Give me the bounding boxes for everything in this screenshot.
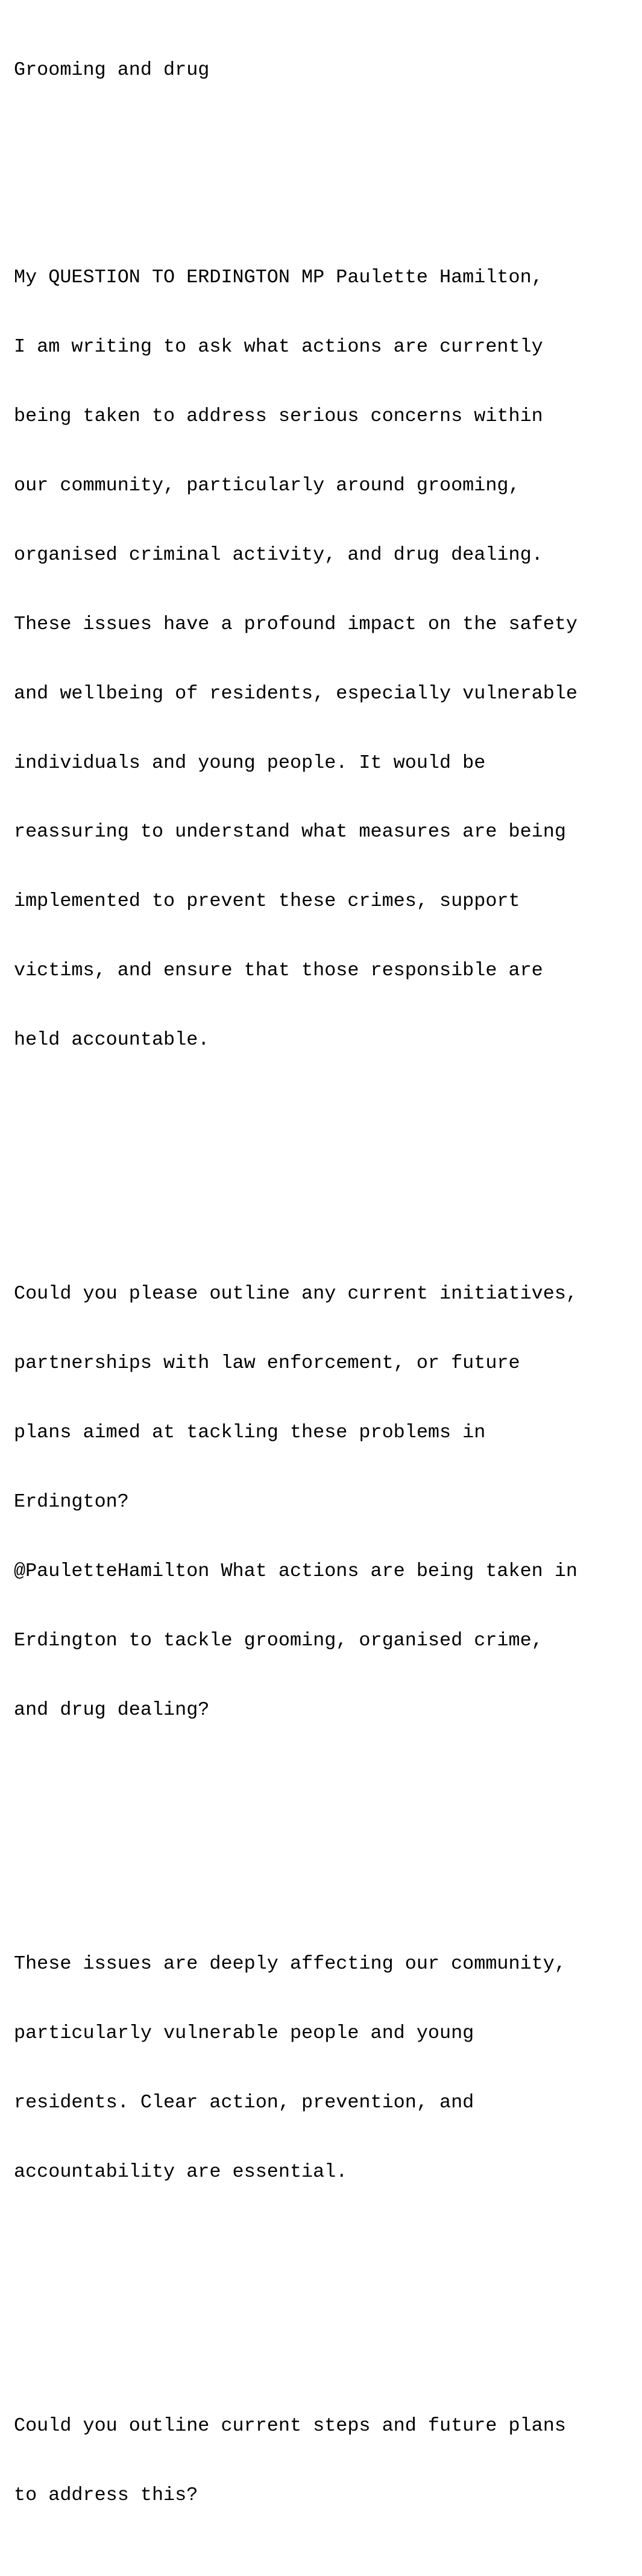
paragraph-question-intro <box>14 220 641 1098</box>
text-line: accountability are essential. <box>14 2160 348 2183</box>
text-line: Erdington? <box>14 1491 129 1513</box>
text-line: our community, particularly around grooming, <box>14 474 520 496</box>
text-line: partnerships with law enforcement, or future <box>14 1352 520 1375</box>
text-line: and wellbeing of residents, especially vulnerable <box>14 682 577 704</box>
text-line: to address this? <box>14 2484 198 2506</box>
document-title: Grooming and drug <box>14 59 210 81</box>
text-line: victims, and ensure that those responsible are <box>14 960 543 982</box>
document-body <box>14 12 641 2576</box>
text-line: I am writing to ask what actions are currently <box>14 336 543 358</box>
text-line: held accountable. <box>14 1029 210 1051</box>
text-line: Could you please outline any current initiatives, <box>14 1283 577 1305</box>
paragraph-closing-question <box>14 2368 641 2552</box>
text-line: These issues are deeply affecting our community, <box>14 1952 566 1975</box>
paragraph-gap <box>14 2276 641 2299</box>
text-line: implemented to prevent these crimes, support <box>14 890 520 913</box>
text-line: residents. Clear action, prevention, and <box>14 2091 474 2113</box>
text-line: Could you outline current steps and future plans <box>14 2414 566 2437</box>
text-line: and drug dealing? <box>14 1698 210 1721</box>
text-line: Erdington to tackle grooming, organised crime, <box>14 1629 543 1651</box>
text-line: reassuring to understand what measures are being <box>14 821 566 843</box>
text-line: @PauletteHamilton What actions are being taken in <box>14 1560 577 1582</box>
paragraph-gap <box>14 127 641 150</box>
text-line: My QUESTION TO ERDINGTON MP Paulette Hamilton, <box>14 267 543 289</box>
text-line: These issues have a profound impact on the safety <box>14 613 577 635</box>
text-line: being taken to address serious concerns within <box>14 405 543 428</box>
text-line: organised criminal activity, and drug dealing. <box>14 543 543 566</box>
paragraph-community-impact <box>14 1906 641 2229</box>
paragraph-initiatives-question <box>14 1236 641 1768</box>
paragraph-gap <box>14 1144 641 1167</box>
paragraph-gap <box>14 1814 641 1837</box>
text-line: particularly vulnerable people and young <box>14 2022 474 2044</box>
text-line: plans aimed at tackling these problems in <box>14 1422 486 1444</box>
text-line: individuals and young people. It would be <box>14 752 486 774</box>
